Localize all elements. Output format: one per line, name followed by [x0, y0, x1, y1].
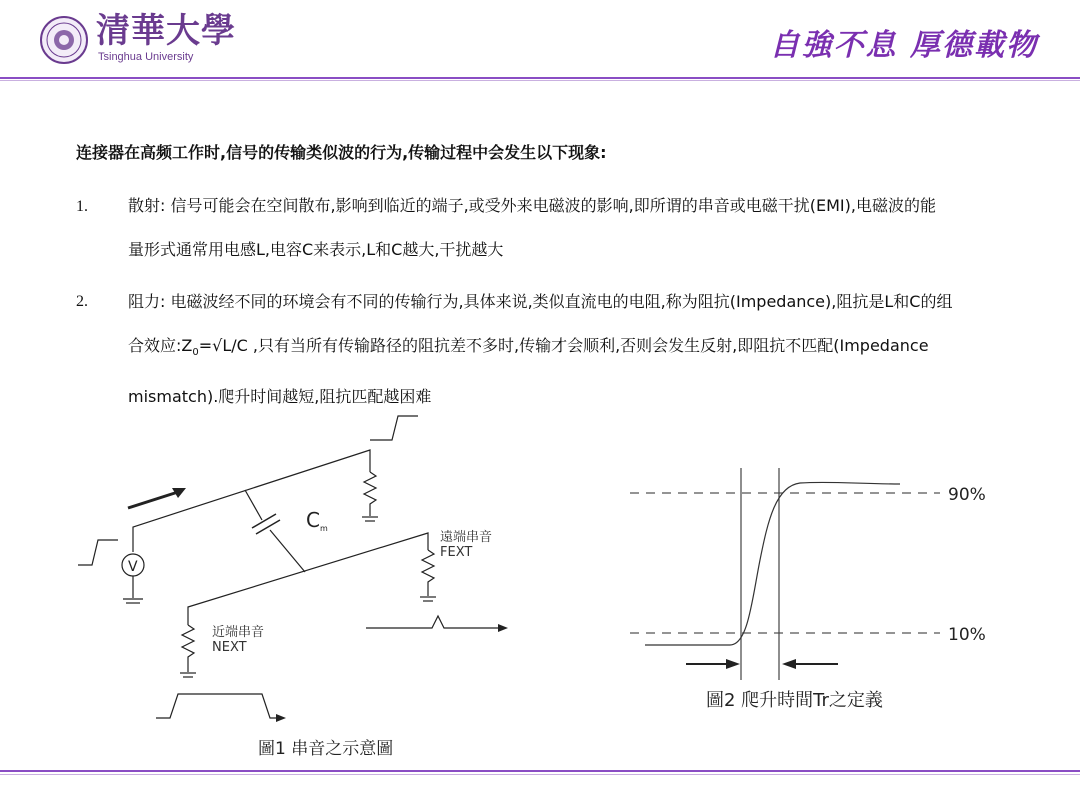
next-en-label: NEXT	[212, 640, 247, 655]
next-cn-label: 近端串音	[212, 625, 265, 640]
figure2-caption: 圖2 爬升時間Tr之定義	[706, 690, 883, 711]
label-10: 10%	[948, 625, 986, 645]
capacitor-label: C	[306, 508, 320, 532]
coupling-wire-top	[245, 490, 262, 520]
header-divider-thin	[0, 80, 1080, 81]
item-line	[128, 324, 1038, 375]
item-line: 阻力: 电磁波经不同的环境会有不同的传输行为,具体来说,类似直流电的电阻,称为阻抗(Impedance),阻抗是L和C的组	[128, 292, 953, 311]
formula-prefix: 合效应:Z	[128, 336, 193, 355]
victim-line	[188, 533, 428, 625]
arrow-head-icon	[276, 714, 286, 722]
rising-edge-waveform	[645, 482, 900, 645]
item-number: 1.	[76, 198, 88, 215]
arrow-head-icon	[726, 659, 740, 669]
list-item-scattering	[128, 184, 1038, 272]
coupling-wire-bottom	[270, 530, 305, 572]
arrow-head-icon	[498, 624, 508, 632]
intro-heading: 连接器在高频工作时,信号的传输类似波的行为,传输过程中会发生以下现象:	[76, 143, 607, 162]
footer-divider	[0, 770, 1080, 772]
capacitor-icon	[252, 514, 276, 528]
footer-divider-thin	[0, 774, 1080, 775]
formula-suffix: =√L/C ,只有当所有传输路径的阻抗差不多时,传输才会顺利,否则会发生反射,即阻抗不匹配(Impedance	[198, 336, 929, 355]
item-line: 量形式通常用电感L,电容C来表示,L和C越大,干扰越大	[128, 240, 504, 259]
item-number: 2.	[76, 293, 88, 310]
list-item-impedance	[128, 280, 1038, 419]
motto: 自強不息 厚德載物	[769, 28, 1038, 63]
item-line: 散射: 信号可能会在空间散布,影响到临近的端子,或受外来电磁波的影响,即所谓的串音或电磁干扰(EMI),电磁波的能	[128, 196, 936, 215]
fext-en-label: FEXT	[440, 545, 473, 560]
resistor-icon	[422, 550, 434, 596]
source-label: V	[128, 559, 138, 575]
header-divider	[0, 77, 1080, 79]
arrow-head-icon	[782, 659, 796, 669]
label-90: 90%	[948, 485, 986, 505]
input-step-waveform	[78, 540, 118, 565]
logo-title: 清華大學	[96, 11, 236, 51]
resistor-icon	[364, 472, 376, 516]
fext-pulse-waveform	[366, 616, 500, 628]
figure1-caption: 圖1 串音之示意圖	[258, 739, 394, 759]
crosstalk-diagram	[0, 400, 1080, 770]
resistor-icon	[182, 625, 194, 672]
logo-subtitle: Tsinghua University	[98, 51, 194, 63]
signal-direction-arrow	[128, 492, 178, 508]
fext-cn-label: 遠端串音	[440, 530, 493, 545]
item-line: mismatch).爬升时间越短,阻抗匹配越困难	[128, 387, 432, 407]
tsinghua-seal-icon	[40, 16, 88, 64]
output-step-waveform	[370, 416, 418, 440]
next-pulse-waveform	[156, 694, 278, 718]
formula-subscript: 0	[192, 347, 199, 359]
capacitor-subscript: m	[320, 524, 328, 533]
